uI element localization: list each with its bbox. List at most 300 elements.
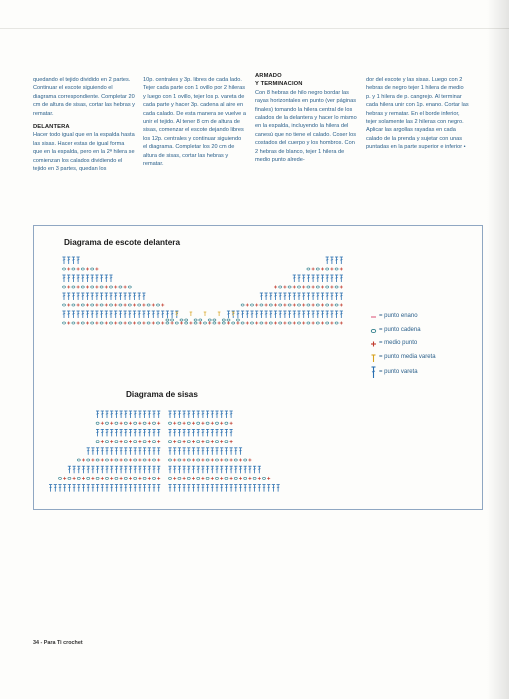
terminacion-heading: Y TERMINACION [255, 81, 303, 88]
cadena-stitch-symbol [91, 268, 94, 270]
vareta-stitch-symbol [187, 429, 190, 436]
vareta-stitch-symbol [124, 466, 127, 473]
medio-punto-symbol [67, 268, 70, 271]
cadena-stitch-symbol [244, 459, 247, 461]
medio-punto-symbol [86, 322, 89, 325]
cadena-stitch-symbol [124, 477, 127, 479]
medio-punto-symbol [265, 304, 268, 307]
medio-punto-symbol [120, 422, 123, 425]
legend-item [369, 339, 479, 353]
cadena-stitch-symbol [316, 286, 319, 288]
armado-heading: ARMADO [255, 73, 282, 79]
medio-punto-symbol [230, 477, 233, 480]
medio-punto-symbol [157, 422, 160, 425]
cadena-stitch-symbol [106, 459, 109, 461]
medio-punto-symbol [152, 322, 155, 325]
medio-punto-symbol [110, 440, 113, 443]
vareta-stitch-symbol [288, 311, 291, 318]
vareta-stitch-symbol [95, 275, 98, 282]
vareta-stitch-symbol [129, 411, 132, 418]
medio-punto-symbol [95, 322, 98, 325]
vareta-stitch-symbol [152, 429, 155, 436]
vareta-stitch-symbol [152, 411, 155, 418]
cadena-stitch-symbol [110, 304, 113, 306]
medio-punto-symbol [180, 322, 183, 325]
vareta-stitch-symbol [72, 311, 75, 318]
vareta-stitch-symbol [277, 485, 280, 492]
medio-punto-symbol [312, 322, 315, 325]
medio-punto-symbol [105, 286, 108, 289]
legend-item [369, 353, 479, 367]
vareta-stitch-symbol [119, 293, 122, 300]
cadena-stitch-symbol [279, 322, 282, 324]
cadena-stitch-symbol [216, 477, 219, 479]
medio-punto-symbol [101, 440, 104, 443]
vareta-stitch-symbol [134, 485, 137, 492]
cadena-stitch-symbol [194, 319, 197, 321]
medio-punto-symbol [148, 440, 151, 443]
cadena-stitch-symbol [335, 268, 338, 270]
cadena-stitch-symbol [119, 286, 122, 288]
vareta-stitch-symbol [72, 257, 75, 264]
vareta-stitch-symbol [105, 429, 108, 436]
vareta-stitch-symbol [225, 485, 228, 492]
cadena-stitch-symbol [216, 441, 219, 443]
vareta-stitch-symbol [234, 485, 237, 492]
cadena-stitch-symbol [298, 304, 301, 306]
vareta-stitch-symbol [124, 485, 127, 492]
medio-punto-symbol [321, 286, 324, 289]
medio-punto-symbol [82, 459, 85, 462]
vareta-stitch-symbol [67, 275, 70, 282]
medio-punto-symbol [157, 477, 160, 480]
cadena-stitch-symbol [222, 322, 225, 324]
cadena-stitch-symbol [115, 422, 118, 424]
vareta-stitch-symbol [120, 466, 123, 473]
vareta-stitch-symbol [288, 293, 291, 300]
vareta-stitch-symbol [265, 293, 268, 300]
medio-punto-symbol [129, 422, 132, 425]
cadena-stitch-symbol [269, 304, 272, 306]
vareta-stitch-symbol [67, 293, 70, 300]
medio-punto-symbol [86, 286, 89, 289]
vareta-stitch-symbol [138, 293, 141, 300]
vareta-stitch-symbol [326, 293, 329, 300]
vareta-stitch-symbol [157, 411, 160, 418]
vareta-stitch-symbol [335, 275, 338, 282]
medio-punto-symbol [312, 268, 315, 271]
vareta-stitch-symbol [183, 411, 186, 418]
cadena-stitch-symbol [225, 477, 228, 479]
vareta-stitch-symbol [138, 311, 141, 318]
vareta-stitch-symbol [72, 275, 75, 282]
vareta-stitch-symbol [335, 257, 338, 264]
medio-punto-symbol [114, 322, 117, 325]
vareta-stitch-symbol [67, 311, 70, 318]
vareta-stitch-symbol [138, 411, 141, 418]
medio-punto-symbol [63, 477, 66, 480]
medio-punto-symbol [183, 440, 186, 443]
vareta-stitch-symbol [302, 275, 305, 282]
vareta-stitch-symbol [220, 466, 223, 473]
medio-punto-symbol [91, 459, 94, 462]
medio-punto-symbol [199, 322, 202, 325]
cadena-stitch-symbol [232, 322, 235, 324]
vareta-stitch-symbol [293, 311, 296, 318]
vareta-stitch-symbol [234, 448, 237, 455]
vareta-stitch-symbol [109, 293, 112, 300]
vareta-stitch-symbol [134, 448, 137, 455]
legend-label: = punto cadena [379, 326, 421, 333]
vareta-stitch-symbol [269, 293, 272, 300]
medio-punto-symbol [138, 422, 141, 425]
vareta-stitch-symbol [215, 411, 218, 418]
vareta-stitch-symbol [340, 293, 343, 300]
cadena-stitch-symbol [326, 322, 329, 324]
vareta-stitch-symbol [128, 293, 131, 300]
cadena-stitch-symbol [316, 268, 319, 270]
cadena-stitch-symbol [100, 322, 103, 324]
vareta-stitch-symbol [230, 448, 233, 455]
media-vareta-symbol [190, 312, 193, 316]
vareta-stitch-symbol [124, 293, 127, 300]
cadena-stitch-symbol [206, 422, 209, 424]
cadena-stitch-symbol [251, 322, 254, 324]
medio-punto-symbol [201, 459, 204, 462]
cadena-stitch-symbol [180, 319, 183, 321]
armhole-stitch-diagram [60, 408, 280, 498]
vareta-stitch-symbol [115, 448, 118, 455]
medio-punto-symbol [220, 422, 223, 425]
medio-punto-symbol [142, 304, 145, 307]
cadena-stitch-symbol [138, 322, 141, 324]
cadena-stitch-symbol [143, 441, 146, 443]
text-column-3 [255, 72, 358, 164]
medio-punto-symbol [201, 440, 204, 443]
medio-punto-symbol [321, 322, 324, 325]
vareta-stitch-symbol [105, 448, 108, 455]
vareta-stitch-symbol [340, 257, 343, 264]
medio-punto-symbol [293, 286, 296, 289]
vareta-stitch-symbol [157, 466, 160, 473]
cadena-stitch-symbol [91, 286, 94, 288]
vareta-stitch-symbol [148, 411, 151, 418]
vareta-stitch-symbol [152, 448, 155, 455]
vareta-stitch-symbol [68, 466, 71, 473]
neckline-diagram-title: Diagrama de escote delantera [64, 238, 181, 247]
vareta-stitch-symbol [211, 485, 214, 492]
vareta-stitch-symbol [192, 429, 195, 436]
vareta-stitch-symbol [192, 485, 195, 492]
cadena-stitch-symbol [128, 322, 131, 324]
vareta-stitch-symbol [262, 485, 265, 492]
vareta-stitch-symbol [330, 275, 333, 282]
vareta-stitch-symbol [81, 311, 84, 318]
vareta-stitch-symbol [110, 485, 113, 492]
vareta-stitch-symbol [100, 311, 103, 318]
vareta-stitch-symbol [148, 448, 151, 455]
vareta-stitch-symbol [168, 466, 171, 473]
medio-punto-symbol [105, 304, 108, 307]
vareta-stitch-symbol [157, 429, 160, 436]
legend-item [369, 326, 479, 340]
vareta-stitch-symbol [143, 448, 146, 455]
cadena-stitch-symbol [143, 477, 146, 479]
medio-punto-symbol [148, 477, 151, 480]
cadena-stitch-symbol [222, 319, 225, 321]
cadena-stitch-symbol [106, 477, 109, 479]
cadena-stitch-symbol [81, 268, 84, 270]
medio-punto-symbol [157, 440, 160, 443]
vareta-stitch-symbol [215, 448, 218, 455]
cadena-stitch-symbol [72, 322, 75, 324]
vareta-stitch-symbol [101, 448, 104, 455]
medio-punto-symbol [138, 459, 141, 462]
vareta-stitch-symbol [192, 466, 195, 473]
medio-punto-symbol [129, 477, 132, 480]
cadena-stitch-symbol [241, 304, 244, 306]
medio-punto-symbol [114, 304, 117, 307]
medio-punto-symbol [101, 422, 104, 425]
vareta-stitch-symbol [173, 429, 176, 436]
page-footer: 34 - Para Ti crochet [33, 640, 83, 646]
vareta-stitch-symbol [87, 466, 90, 473]
cadena-stitch-symbol [206, 459, 209, 461]
cadena-stitch-symbol [100, 304, 103, 306]
medio-punto-symbol [161, 304, 164, 307]
vareta-stitch-symbol [67, 257, 70, 264]
cadena-stitch-symbol [171, 319, 174, 321]
vareta-stitch-symbol [211, 448, 214, 455]
medio-punto-symbol [211, 422, 214, 425]
cadena-stitch-symbol [197, 477, 200, 479]
vareta-stitch-symbol [147, 311, 150, 318]
vareta-stitch-symbol [230, 429, 233, 436]
medio-punto-symbol [192, 440, 195, 443]
cadena-stitch-symbol [197, 441, 200, 443]
medio-punto-symbol [77, 268, 80, 271]
vareta-stitch-symbol [134, 429, 137, 436]
vareta-stitch-symbol [307, 293, 310, 300]
vareta-stitch-symbol [326, 257, 329, 264]
vareta-stitch-symbol [239, 466, 242, 473]
vareta-stitch-symbol [129, 485, 132, 492]
medio-punto-symbol [189, 322, 192, 325]
vareta-stitch-symbol [128, 311, 131, 318]
vareta-stitch-symbol [100, 275, 103, 282]
medio-punto-symbol [208, 322, 211, 325]
vareta-stitch-symbol [297, 275, 300, 282]
medio-punto-symbol [148, 422, 151, 425]
vareta-stitch-symbol [173, 411, 176, 418]
cadena-stitch-symbol [187, 477, 190, 479]
cadena-stitch-symbol [197, 422, 200, 424]
cadena-stitch-symbol [81, 322, 84, 324]
cadena-stitch-symbol [269, 322, 272, 324]
vareta-stitch-symbol [152, 466, 155, 473]
vareta-stitch-symbol [105, 311, 108, 318]
vareta-stitch-symbol [96, 485, 99, 492]
vareta-stitch-symbol [138, 485, 141, 492]
medio-punto-symbol [138, 477, 141, 480]
cadena-stitch-symbol [241, 322, 244, 324]
cadena-stitch-symbol [91, 304, 94, 306]
medio-punto-symbol [105, 322, 108, 325]
vareta-stitch-symbol [307, 275, 310, 282]
vareta-stitch-symbol [225, 429, 228, 436]
cadena-stitch-symbol [326, 268, 329, 270]
vareta-stitch-symbol [211, 429, 214, 436]
delantera-heading: DELANTERA [33, 124, 70, 131]
medio-punto-symbol [248, 459, 251, 462]
medio-punto-symbol [183, 422, 186, 425]
cadena-stitch-symbol [178, 477, 181, 479]
medio-punto-symbol [340, 304, 343, 307]
vareta-stitch-symbol [77, 275, 80, 282]
cadena-stitch-symbol [63, 286, 66, 288]
vareta-stitch-symbol [166, 311, 169, 318]
vareta-stitch-symbol [73, 466, 76, 473]
vareta-stitch-symbol [225, 466, 228, 473]
medio-punto-symbol [274, 286, 277, 289]
vareta-stitch-symbol [248, 466, 251, 473]
cadena-stitch-symbol [199, 319, 202, 321]
vareta-stitch-symbol [178, 485, 181, 492]
vareta-stitch-symbol [101, 411, 104, 418]
vareta-stitch-symbol [105, 411, 108, 418]
cadena-stitch-symbol [326, 286, 329, 288]
medio-punto-symbol [246, 322, 249, 325]
cadena-stitch-symbol [87, 459, 90, 461]
vareta-stitch-symbol [77, 257, 80, 264]
cadena-stitch-symbol [288, 304, 291, 306]
cadena-stitch-symbol [77, 477, 80, 479]
vareta-stitch-symbol [173, 448, 176, 455]
cadena-stitch-symbol [253, 477, 256, 479]
vareta-stitch-symbol [330, 311, 333, 318]
vareta-stitch-symbol [142, 311, 145, 318]
vareta-stitch-symbol [87, 448, 90, 455]
vareta-stitch-symbol [197, 429, 200, 436]
medio-punto-symbol [138, 440, 141, 443]
cadena-stitch-symbol [169, 441, 172, 443]
vareta-stitch-symbol [246, 311, 249, 318]
medio-punto-symbol [77, 304, 80, 307]
vareta-stitch-symbol [335, 293, 338, 300]
vareta-stitch-symbol [91, 275, 94, 282]
medio-punto-symbol [101, 477, 104, 480]
cadena-stitch-symbol [68, 477, 71, 479]
cadena-stitch-symbol [119, 304, 122, 306]
cadena-stitch-symbol [187, 422, 190, 424]
medio-punto-symbol [283, 286, 286, 289]
vareta-stitch-symbol [110, 466, 113, 473]
cadena-stitch-symbol [213, 322, 216, 324]
media-vareta-symbol [218, 312, 221, 316]
cadena-stitch-symbol [187, 459, 190, 461]
cadena-stitch-symbol [234, 459, 237, 461]
vareta-stitch-symbol [82, 485, 85, 492]
legend-item [369, 312, 479, 326]
vareta-stitch-symbol [201, 466, 204, 473]
vareta-stitch-symbol [211, 411, 214, 418]
cadena-stitch-symbol [316, 304, 319, 306]
vareta-stitch-symbol [86, 293, 89, 300]
vareta-stitch-symbol [120, 411, 123, 418]
cadena-stitch-symbol [153, 441, 156, 443]
cadena-stitch-symbol [335, 322, 338, 324]
vareta-stitch-symbol [143, 411, 146, 418]
vareta-stitch-symbol [95, 293, 98, 300]
vareta-stitch-symbol [206, 485, 209, 492]
cadena-stitch-symbol [134, 477, 137, 479]
vareta-stitch-symbol [326, 275, 329, 282]
vareta-stitch-symbol [168, 429, 171, 436]
cadena-stitch-symbol [100, 286, 103, 288]
medio-punto-symbol [330, 268, 333, 271]
cadena-stitch-symbol [288, 322, 291, 324]
vareta-stitch-symbol [115, 466, 118, 473]
cadena-stitch-symbol [81, 304, 84, 306]
vareta-stitch-symbol [201, 485, 204, 492]
vareta-stitch-symbol [215, 485, 218, 492]
medio-punto-symbol [173, 459, 176, 462]
vareta-stitch-symbol [201, 411, 204, 418]
medio-punto-symbol [321, 268, 324, 271]
vareta-stitch-symbol [297, 293, 300, 300]
medio-punto-symbol [124, 304, 127, 307]
vareta-stitch-symbol [138, 466, 141, 473]
vareta-stitch-symbol [86, 311, 89, 318]
cadena-stitch-symbol [204, 322, 207, 324]
vareta-stitch-symbol [279, 293, 282, 300]
medio-punto-symbol [267, 477, 270, 480]
vareta-stitch-symbol [105, 293, 108, 300]
vareta-stitch-symbol [230, 485, 233, 492]
vareta-stitch-symbol [211, 466, 214, 473]
medio-punto-symbol [321, 304, 324, 307]
medio-punto-symbol [246, 304, 249, 307]
cadena-stitch-symbol [263, 477, 266, 479]
medio-punto-symbol [67, 322, 70, 325]
cadena-stitch-symbol [115, 477, 118, 479]
medio-punto-symbol [201, 422, 204, 425]
vareta-stitch-symbol [335, 311, 338, 318]
medio-punto-symbol [183, 477, 186, 480]
vareta-stitch-symbol [187, 466, 190, 473]
medio-punto-symbol [114, 286, 117, 289]
cadena-stitch-symbol [178, 422, 181, 424]
vareta-stitch-symbol [302, 311, 305, 318]
cadena-stitch-symbol [96, 477, 99, 479]
text-column-1 [33, 76, 135, 173]
medio-punto-symbol [220, 440, 223, 443]
medio-punto-symbol [95, 286, 98, 289]
cadena-stitch-symbol [134, 441, 137, 443]
vareta-stitch-symbol [148, 485, 151, 492]
armhole-diagram-title: Diagrama de sisas [126, 390, 198, 399]
vareta-stitch-symbol [312, 311, 315, 318]
medio-punto-symbol [248, 477, 251, 480]
cadena-stitch-symbol [63, 268, 66, 270]
cadena-stitch-symbol [166, 322, 169, 324]
vareta-stitch-symbol [138, 429, 141, 436]
cadena-stitch-symbol [87, 477, 90, 479]
vareta-stitch-symbol [312, 275, 315, 282]
medio-punto-symbol [110, 477, 113, 480]
vareta-stitch-symbol [197, 485, 200, 492]
cadena-stitch-symbol [110, 286, 113, 288]
